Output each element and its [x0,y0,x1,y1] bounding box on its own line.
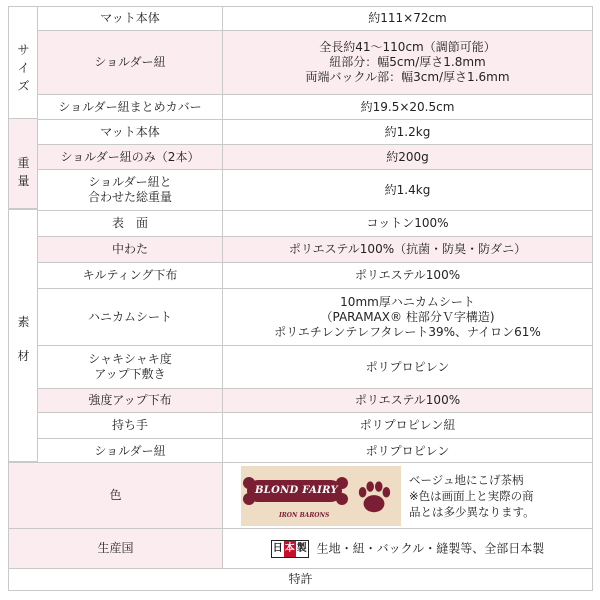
row-label: ショルダー紐 [38,31,223,95]
table-row-color [9,463,593,529]
table-row [38,346,593,389]
bone-end [243,477,255,489]
color-box [227,466,588,526]
table-row-patent [9,569,593,591]
value-line: 紐部分：幅5cm/厚さ1.8mm [329,55,486,69]
table-row [38,413,593,439]
value-line: ポリエチレンテレフタレート39%、ナイロン61% [274,324,541,339]
row-value: ポリエステル100% [223,389,593,413]
table-row [38,439,593,464]
row-label: キルティング下布 [38,263,223,289]
table-row [38,170,593,211]
category-size [8,6,37,119]
logo-subtext: IRON BARONS [279,511,330,519]
color-note [409,472,535,520]
logo-text: BLOND FAIRY [255,484,338,496]
row-label: ショルダー紐まとめカバー [38,95,223,120]
row-value: ポリプロピレン [223,439,593,464]
category-material-char-1: 素 [17,315,30,329]
row-value: ポリプロピレン紐 [223,413,593,439]
value-line: 全長約41～110cm（調節可能） [319,40,496,54]
label-line: ショルダー紐と [88,175,172,189]
row-label [38,346,223,389]
row-value: 約200g [223,145,593,170]
row-value [223,31,593,95]
label-line: 合わせた総重量 [87,190,172,204]
row-value: ポリプロピレン [223,346,593,389]
row-label: 中わた [38,237,223,263]
paw-icon [355,478,393,516]
table-row [38,211,593,237]
value-line: 両端バックル部：幅3cm/厚さ1.6mm [305,70,510,84]
bone-end [243,493,255,505]
spec-table [37,6,593,464]
row-value: 約1.4kg [223,170,593,211]
category-weight-char-1: 重 [17,156,30,170]
category-size-char-3: ズ [17,79,30,93]
row-value: 約1.2kg [223,120,593,145]
table-row [38,237,593,263]
row-label [38,170,223,211]
table-row [38,7,593,31]
category-material [8,209,37,462]
row-value [223,289,593,346]
mark-center: 本 [284,541,296,557]
row-label: ハニカムシート [38,289,223,346]
color-value [223,463,593,529]
table-row [38,389,593,413]
category-size-char-2: イ [17,61,30,75]
row-value: ポリエステル100% [223,263,593,289]
category-size-char-1: サ [17,43,30,57]
origin-label: 生産国 [9,529,223,569]
row-label: マット本体 [38,120,223,145]
mark-right: 製 [296,542,307,554]
made-in-japan-icon [271,540,309,558]
row-value: 約19.5×20.5cm [223,95,593,120]
spec-table-bottom [8,462,593,591]
pattern-swatch [241,466,401,526]
category-material-char-2: 材 [17,349,30,363]
row-label: ショルダー紐 [38,439,223,464]
row-value: コットン100% [223,211,593,237]
note-line: 品とは多少異なります。 [409,504,535,519]
mark-left: 日 [272,542,283,554]
color-label: 色 [9,463,223,529]
table-row [38,145,593,170]
row-value: ポリエステル100%（抗菌・防臭・防ダニ） [223,237,593,263]
origin-value [223,529,593,569]
category-weight-char-2: 量 [17,174,30,188]
row-label: 表 面 [38,211,223,237]
value-line: 10mm厚ハニカムシート [340,294,475,309]
label-line: アップ下敷き [94,367,166,381]
category-weight [8,118,37,209]
note-line: ※色は画面上と実際の商 [409,488,534,503]
table-row [38,120,593,145]
table-row [38,263,593,289]
value-line: （PARAMAX® 柱部分Ｖ字構造) [320,309,495,324]
table-row-origin [9,529,593,569]
row-label: 持ち手 [38,413,223,439]
table-row [38,95,593,120]
note-line: ベージュ地にこげ茶柄 [409,472,524,487]
row-value: 約111×72cm [223,7,593,31]
origin-text: 生地・紐・バックル・縫製等、全部日本製 [316,541,545,555]
label-line: シャキシャキ度 [88,352,172,366]
row-label: ショルダー紐のみ（2本） [38,145,223,170]
row-label: マット本体 [38,7,223,31]
table-row [38,31,593,95]
table-row [38,289,593,346]
row-label: 強度アップ下布 [38,389,223,413]
patent-label: 特許 [9,569,593,591]
